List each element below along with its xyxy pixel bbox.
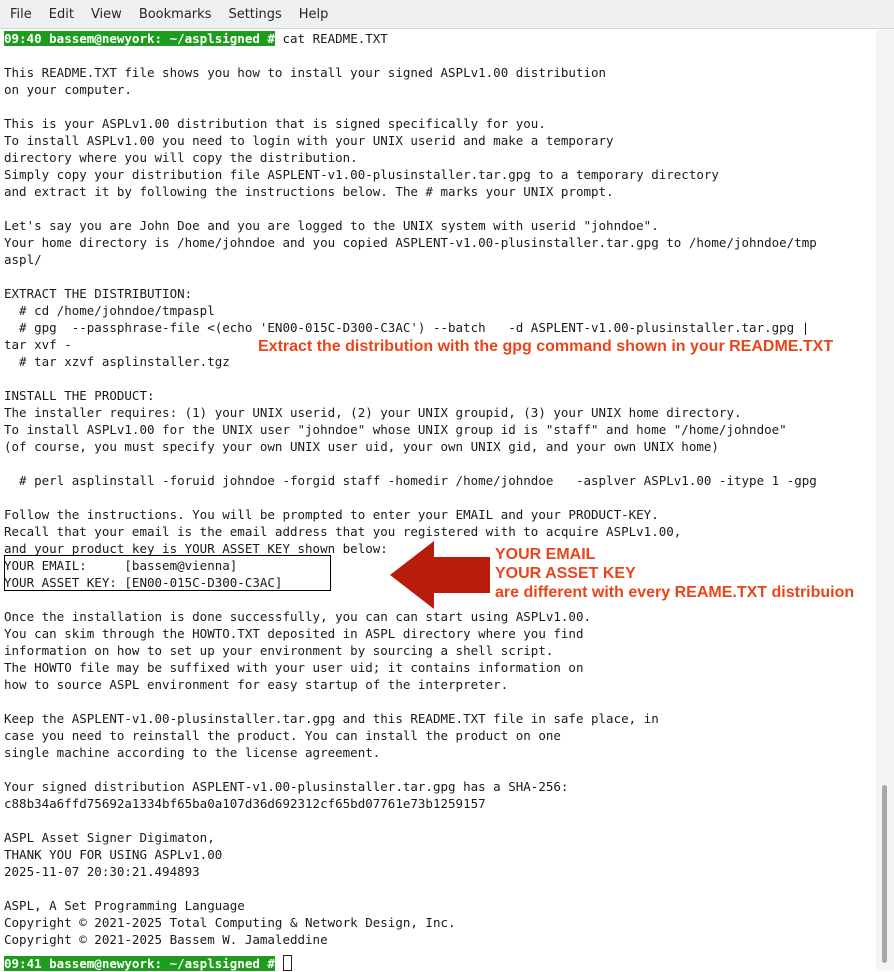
output-line: case you need to reinstall the product. You can install the product on one	[4, 728, 561, 743]
text-cursor	[283, 955, 292, 971]
output-line: INSTALL THE PRODUCT:	[4, 388, 155, 403]
output-line: how to source ASPL environment for easy startup of the interpreter.	[4, 677, 509, 692]
output-line: YOUR EMAIL: [bassem@vienna]	[4, 558, 238, 573]
output-line: Simply copy your distribution file ASPLENT-v1.00-plusinstaller.tar.gpg to a temporary directory	[4, 167, 719, 182]
menu-bookmarks[interactable]: Bookmarks	[138, 6, 212, 22]
menu-view[interactable]: View	[90, 6, 122, 22]
output-line: Let's say you are John Doe and you are logged to the UNIX system with userid "johndoe".	[4, 218, 659, 233]
asset-key-box	[4, 555, 331, 591]
menu-settings[interactable]: Settings	[228, 6, 282, 22]
output-line: Recall that your email is the email address that you registered with to acquire ASPLv1.00,	[4, 524, 682, 539]
output-line: Your home directory is /home/johndoe and you copied ASPLENT-v1.00-plusinstaller.tar.gpg to /home/johndoe/tmp	[4, 235, 817, 250]
shell-prompt: 09:40 bassem@newyork: ~/asplsigned #	[4, 31, 275, 46]
output-line: # cd /home/johndoe/tmpaspl	[4, 303, 215, 318]
output-line: EXTRACT THE DISTRIBUTION:	[4, 286, 193, 301]
output-line: directory where you will copy the distribution.	[4, 150, 358, 165]
output-line: aspl/	[4, 252, 42, 267]
output-line: Your signed distribution ASPLENT-v1.00-plusinstaller.tar.gpg has a SHA-256:	[4, 779, 569, 794]
output-line: # perl asplinstall -foruid johndoe -forgid staff -homedir /home/johndoe -asplver ASPLv1.00 -itype 1 -gpg	[4, 473, 817, 488]
menu-file[interactable]: File	[10, 6, 32, 22]
output-line: Follow the instructions. You will be prompted to enter your EMAIL and your PRODUCT-KEY.	[4, 507, 659, 522]
output-line: The HOWTO file may be suffixed with your user uid; it contains information on	[4, 660, 584, 675]
output-line: information on how to set up your environment by sourcing a shell script.	[4, 643, 554, 658]
annotation-email	[495, 545, 854, 602]
output-line: on your computer.	[4, 82, 132, 97]
output-line: YOUR ASSET KEY: [EN00-015C-D300-C3AC]	[4, 575, 283, 590]
vertical-scrollbar[interactable]	[876, 30, 894, 971]
active-prompt-line[interactable]	[4, 955, 292, 972]
output-line: To install ASPLv1.00 for the UNIX user "johndoe" whose UNIX group id is "staff" and home "/home/johndoe"	[4, 422, 787, 437]
output-line: ASPL Asset Signer Digimaton,	[4, 830, 215, 845]
output-line: single machine according to the license agreement.	[4, 745, 381, 760]
command-text: cat README.TXT	[274, 31, 388, 46]
menu-edit[interactable]: Edit	[48, 6, 74, 22]
annotation-asset-key-line: YOUR ASSET KEY	[495, 565, 636, 582]
annotation-extract: Extract the distribution with the gpg command shown in your README.TXT	[258, 338, 834, 355]
annotation-different-line: are different with every REAME.TXT distribuion	[495, 584, 855, 601]
terminal-output[interactable]	[4, 30, 872, 970]
output-line: Keep the ASPLENT-v1.00-plusinstaller.tar.gpg and this README.TXT file in safe place, in	[4, 711, 659, 726]
output-line: 2025-11-07 20:30:21.494893	[4, 864, 200, 879]
output-line: This README.TXT file shows you how to install your signed ASPLv1.00 distribution	[4, 65, 607, 80]
red-arrow-icon	[390, 541, 490, 609]
output-line: (of course, you must specify your own UNIX user uid, your own UNIX gid, and your own UNIX home)	[4, 439, 719, 454]
output-line: # gpg --passphrase-file <(echo 'EN00-015C-D300-C3AC') --batch -d ASPLENT-v1.00-plusinstaller.tar.gpg |	[4, 320, 810, 335]
output-line: Copyright © 2021-2025 Total Computing & Network Design, Inc.	[4, 915, 456, 930]
output-line: Once the installation is done successfully, you can can start using ASPLv1.00.	[4, 609, 591, 624]
output-line: ASPL, A Set Programming Language	[4, 898, 245, 913]
output-line: and extract it by following the instructions below. The # marks your UNIX prompt.	[4, 184, 614, 199]
output-line: c88b34a6ffd75692a1334bf65ba0a107d36d692312cf65bd07761e73b1259157	[4, 796, 486, 811]
output-line: To install ASPLv1.00 you need to login with your UNIX userid and make a temporary	[4, 133, 614, 148]
shell-prompt-current: 09:41 bassem@newyork: ~/asplsigned #	[4, 956, 275, 971]
scrollbar-thumb[interactable]	[882, 785, 887, 963]
annotation-email-line: YOUR EMAIL	[495, 546, 596, 563]
output-line: Copyright © 2021-2025 Bassem W. Jamaleddine	[4, 932, 328, 947]
output-line: and your product key is YOUR ASSET KEY shown below:	[4, 541, 388, 556]
command-line	[4, 30, 388, 47]
menu-bar	[0, 0, 894, 29]
output-line: You can skim through the HOWTO.TXT deposited in ASPL directory where you find	[4, 626, 584, 641]
output-line: # tar xzvf asplinstaller.tgz	[4, 354, 230, 369]
output-line: THANK YOU FOR USING ASPLv1.00	[4, 847, 223, 862]
output-line: This is your ASPLv1.00 distribution that is signed specifically for you.	[4, 116, 546, 131]
output-line: The installer requires: (1) your UNIX userid, (2) your UNIX groupid, (3) your UNIX home directory.	[4, 405, 742, 420]
menu-help[interactable]: Help	[298, 6, 329, 22]
output-line: tar xvf -	[4, 337, 72, 352]
